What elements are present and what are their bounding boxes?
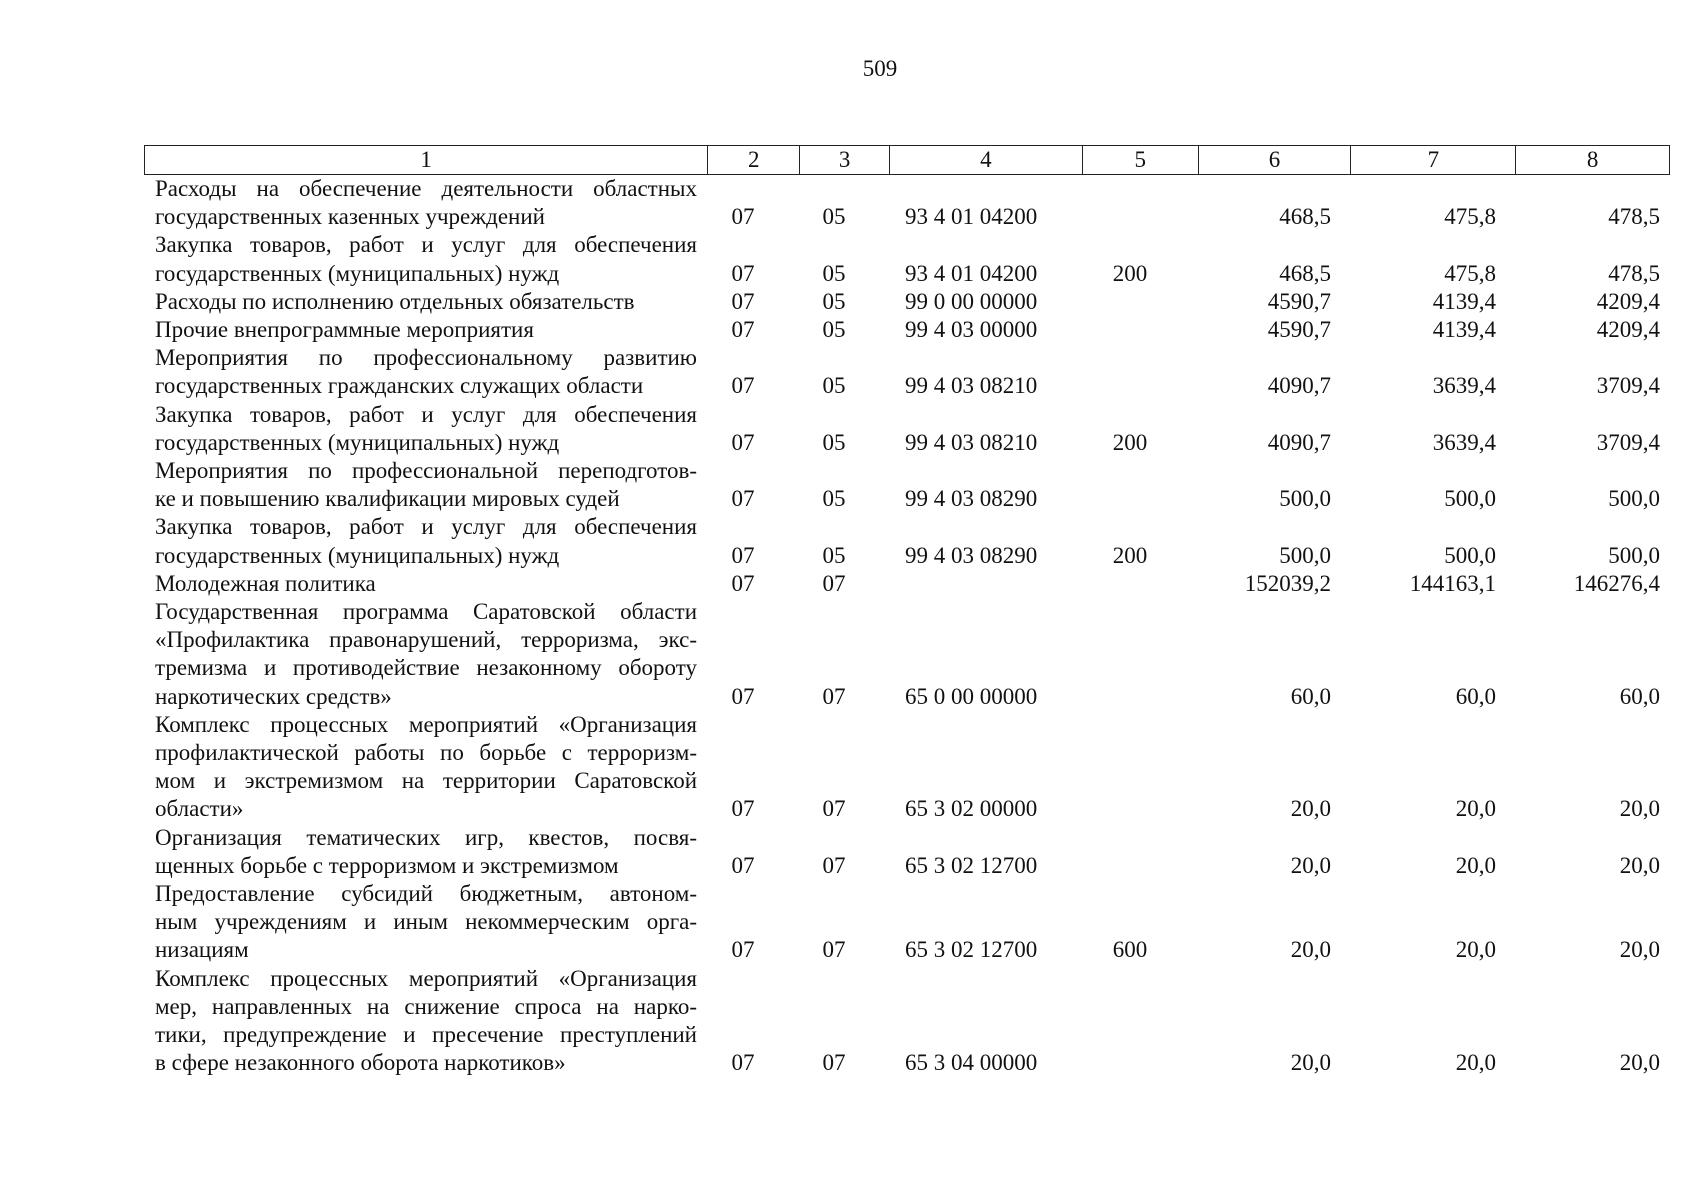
- section-code: 07: [731, 317, 755, 343]
- column-header-2: 2: [708, 146, 800, 174]
- column-header-6: 6: [1199, 146, 1352, 174]
- subsection-code: 07: [822, 1050, 846, 1076]
- table-row: [144, 401, 1670, 457]
- row-title: [144, 344, 697, 400]
- amount-year-1: 20,0: [1290, 937, 1331, 963]
- amount-year-1: 60,0: [1290, 683, 1331, 709]
- section-code: 07: [731, 288, 755, 314]
- table-row: [144, 880, 1670, 965]
- expense-type-code: 200: [1112, 429, 1148, 455]
- amount-year-1: 4590,7: [1267, 288, 1331, 314]
- amount-year-3: 146276,4: [1573, 570, 1660, 596]
- row-title-line: Молодежная политика: [155, 570, 376, 596]
- row-title-line: Прочие внепрограммные мероприятия: [155, 317, 534, 343]
- section-code: 07: [731, 429, 755, 455]
- target-article-code: 65 3 02 12700: [905, 937, 1038, 963]
- row-title-line: Комплекс процессных мероприятий «Организация: [155, 711, 697, 737]
- amount-year-2: 20,0: [1455, 1050, 1496, 1076]
- amount-year-2: 4139,4: [1432, 317, 1496, 343]
- table-row: [144, 457, 1670, 513]
- row-title-line: ке и повышению квалификации мировых судей: [155, 486, 620, 512]
- row-title: [144, 570, 697, 598]
- row-title: [144, 965, 697, 1078]
- section-code: 07: [731, 542, 755, 568]
- target-article-code: 99 4 03 08210: [905, 429, 1038, 455]
- table-row: [144, 711, 1670, 824]
- table-header: [144, 145, 1670, 175]
- page-number: 509: [862, 56, 898, 81]
- section-code: 07: [731, 852, 755, 878]
- amount-year-1: 468,5: [1279, 260, 1331, 286]
- row-title-line: наркотических средств»: [155, 683, 392, 709]
- row-title-line: ным учреждениям и иным некоммерческим орга-: [155, 909, 697, 935]
- amount-year-2: 20,0: [1455, 852, 1496, 878]
- amount-year-3: 478,5: [1608, 204, 1660, 230]
- row-title: [144, 598, 697, 711]
- row-title-line: Закупка товаров, работ и услуг для обеспечения: [155, 232, 697, 258]
- expense-type-code: 600: [1112, 937, 1148, 963]
- target-article-code: 65 3 02 12700: [905, 852, 1038, 878]
- row-title: [144, 880, 697, 965]
- table-row: [144, 570, 1670, 598]
- amount-year-3: 500,0: [1608, 486, 1660, 512]
- subsection-code: 05: [822, 288, 846, 314]
- amount-year-1: 20,0: [1290, 1050, 1331, 1076]
- subsection-code: 07: [822, 937, 846, 963]
- row-title-line: государственных казенных учреждений: [155, 204, 545, 230]
- row-title-line: государственных (муниципальных) нужд: [155, 429, 560, 455]
- row-title-line: тремизма и противодействие незаконному обороту: [155, 655, 697, 681]
- row-title: [144, 288, 697, 316]
- amount-year-2: 3639,4: [1432, 373, 1496, 399]
- amount-year-3: 500,0: [1608, 542, 1660, 568]
- target-article-code: 65 0 00 00000: [905, 683, 1038, 709]
- row-title-line: Мероприятия по профессиональной переподготов-: [155, 458, 697, 484]
- row-title-line: в сфере незаконного оборота наркотиков»: [155, 1050, 566, 1076]
- table-row: [144, 288, 1670, 316]
- amount-year-3: 20,0: [1619, 796, 1660, 822]
- target-article-code: 93 4 01 04200: [905, 204, 1038, 230]
- amount-year-3: 3709,4: [1596, 373, 1660, 399]
- column-header-8: 8: [1586, 147, 1599, 172]
- section-code: 07: [731, 486, 755, 512]
- row-title-line: государственных (муниципальных) нужд: [155, 260, 560, 286]
- expense-type-code: 200: [1112, 260, 1148, 286]
- row-title-line: Закупка товаров, работ и услуг для обеспечения: [155, 401, 697, 427]
- section-code: 07: [731, 683, 755, 709]
- row-title-line: тики, предупреждение и пресечение преступлений: [155, 1022, 697, 1048]
- section-code: 07: [731, 204, 755, 230]
- amount-year-1: 20,0: [1290, 852, 1331, 878]
- subsection-code: 07: [822, 796, 846, 822]
- row-title-line: государственных гражданских служащих области: [155, 373, 644, 399]
- amount-year-2: 60,0: [1455, 683, 1496, 709]
- column-header-7: 7: [1351, 146, 1516, 174]
- amount-year-2: 500,0: [1444, 486, 1496, 512]
- amount-year-3: 3709,4: [1596, 429, 1660, 455]
- target-article-code: 99 0 00 00000: [905, 288, 1038, 314]
- row-title: [144, 711, 697, 824]
- subsection-code: 05: [822, 373, 846, 399]
- amount-year-3: 4209,4: [1596, 317, 1660, 343]
- section-code: 07: [731, 796, 755, 822]
- row-title-line: Предоставление субсидий бюджетным, автоном-: [155, 881, 697, 907]
- column-header-3: 3: [800, 146, 890, 174]
- row-title: [144, 457, 697, 513]
- amount-year-2: 20,0: [1455, 937, 1496, 963]
- subsection-code: 07: [822, 852, 846, 878]
- expense-type-code: 200: [1112, 542, 1148, 568]
- table-body: [144, 175, 1670, 1078]
- amount-year-2: 500,0: [1444, 542, 1496, 568]
- row-title: [144, 513, 697, 569]
- row-title: [144, 175, 697, 231]
- amount-year-1: 500,0: [1279, 486, 1331, 512]
- row-title: [144, 401, 697, 457]
- section-code: 07: [731, 260, 755, 286]
- target-article-code: 99 4 03 08210: [905, 373, 1038, 399]
- table-row: [144, 344, 1670, 400]
- amount-year-3: 20,0: [1619, 852, 1660, 878]
- amount-year-1: 20,0: [1290, 796, 1331, 822]
- table-row: [144, 175, 1670, 231]
- row-title-line: низациям: [155, 937, 249, 963]
- column-header-5: 5: [1083, 146, 1199, 174]
- row-title-line: государственных (муниципальных) нужд: [155, 542, 560, 568]
- row-title-line: Расходы по исполнению отдельных обязательств: [155, 288, 635, 314]
- target-article-code: 99 4 03 08290: [905, 542, 1038, 568]
- section-code: 07: [731, 1050, 755, 1076]
- subsection-code: 05: [822, 486, 846, 512]
- amount-year-3: 478,5: [1608, 260, 1660, 286]
- subsection-code: 05: [822, 429, 846, 455]
- row-title-line: профилактической работы по борьбе с терроризм-: [155, 740, 697, 766]
- row-title-line: щенных борьбе с терроризмом и экстремизмом: [155, 852, 619, 878]
- section-code: 07: [731, 570, 755, 596]
- row-title-line: Закупка товаров, работ и услуг для обеспечения: [155, 514, 697, 540]
- table-row: [144, 824, 1670, 880]
- row-title-line: Государственная программа Саратовской области: [155, 599, 697, 625]
- amount-year-3: 60,0: [1619, 683, 1660, 709]
- target-article-code: 65 3 04 00000: [905, 1050, 1038, 1076]
- amount-year-2: 20,0: [1455, 796, 1496, 822]
- table-row: [144, 231, 1670, 287]
- amount-year-1: 4090,7: [1267, 429, 1331, 455]
- subsection-code: 05: [822, 260, 846, 286]
- amount-year-1: 500,0: [1279, 542, 1331, 568]
- amount-year-3: 4209,4: [1596, 288, 1660, 314]
- row-title-line: Комплекс процессных мероприятий «Организация: [155, 965, 697, 991]
- amount-year-2: 3639,4: [1432, 429, 1496, 455]
- amount-year-2: 4139,4: [1432, 288, 1496, 314]
- amount-year-1: 4590,7: [1267, 317, 1331, 343]
- target-article-code: 99 4 03 00000: [905, 317, 1038, 343]
- target-article-code: 93 4 01 04200: [905, 260, 1038, 286]
- subsection-code: 07: [822, 683, 846, 709]
- table-row: [144, 513, 1670, 569]
- table-row: [144, 316, 1670, 344]
- subsection-code: 05: [822, 542, 846, 568]
- row-title-line: области»: [155, 796, 244, 822]
- amount-year-2: 475,8: [1444, 204, 1496, 230]
- section-code: 07: [731, 937, 755, 963]
- amount-year-1: 152039,2: [1244, 570, 1331, 596]
- target-article-code: 65 3 02 00000: [905, 796, 1038, 822]
- subsection-code: 07: [822, 570, 846, 596]
- column-header-1: 1: [145, 146, 708, 174]
- column-header-4: 4: [890, 146, 1083, 174]
- row-title-line: мом и экстремизмом на территории Саратовской: [155, 768, 697, 794]
- section-code: 07: [731, 373, 755, 399]
- row-title: [144, 316, 697, 344]
- amount-year-2: 144163,1: [1409, 570, 1496, 596]
- row-title-line: Расходы на обеспечение деятельности областных: [155, 176, 697, 201]
- target-article-code: 99 4 03 08290: [905, 486, 1038, 512]
- row-title: [144, 824, 697, 880]
- amount-year-1: 468,5: [1279, 204, 1331, 230]
- amount-year-2: 475,8: [1444, 260, 1496, 286]
- amount-year-1: 4090,7: [1267, 373, 1331, 399]
- amount-year-3: 20,0: [1619, 937, 1660, 963]
- row-title-line: Организация тематических игр, квестов, посвя-: [155, 824, 697, 850]
- row-title-line: Мероприятия по профессиональному развитию: [155, 345, 697, 371]
- table-row: [144, 598, 1670, 711]
- subsection-code: 05: [822, 317, 846, 343]
- row-title-line: «Профилактика правонарушений, терроризма, экс-: [155, 627, 697, 653]
- table-row: [144, 965, 1670, 1078]
- row-title-line: мер, направленных на снижение спроса на нарко-: [155, 993, 697, 1019]
- row-title: [144, 231, 697, 287]
- amount-year-3: 20,0: [1619, 1050, 1660, 1076]
- subsection-code: 05: [822, 204, 846, 230]
